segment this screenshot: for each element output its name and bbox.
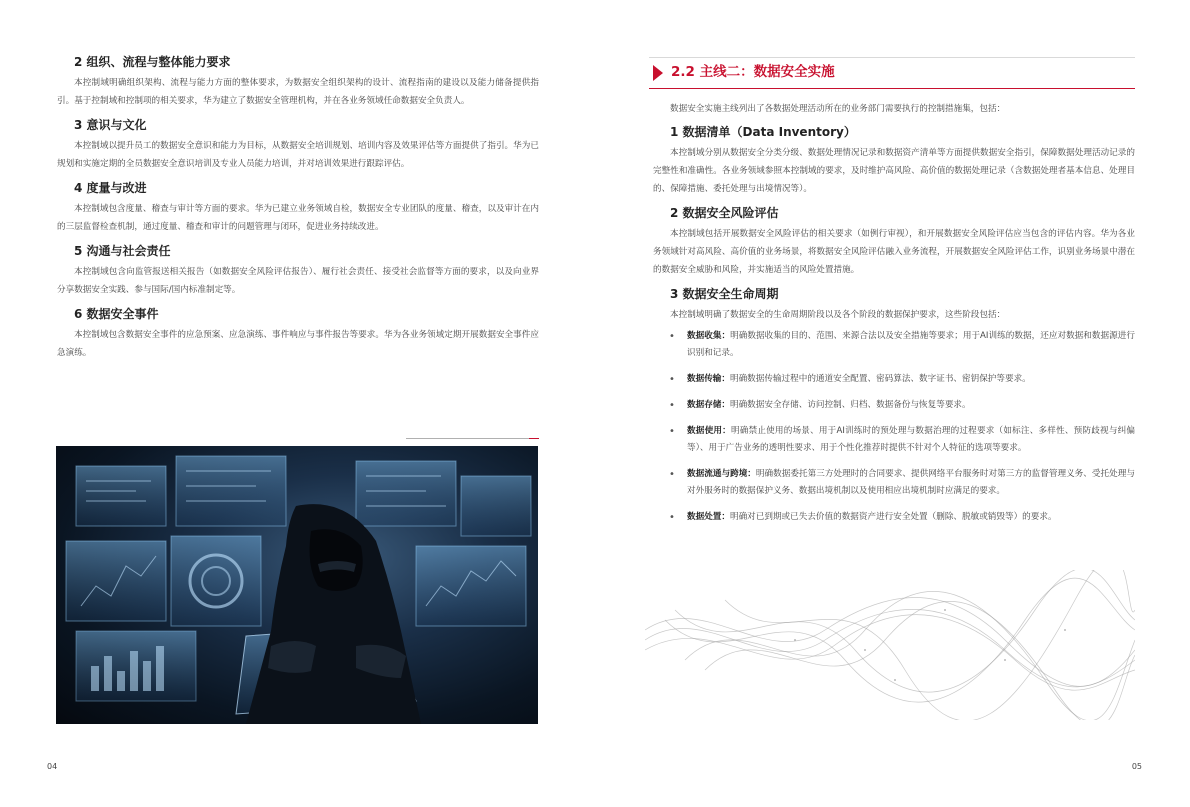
frame-decoration <box>406 438 536 439</box>
section-lifecycle <box>653 286 1135 324</box>
bullet-icon: • <box>669 374 675 385</box>
wave-decoration <box>645 570 1135 720</box>
item-text: 明确禁止使用的场景、用于AI训练时的预处理与数据治理的过程要求（如标注、多样性、预防歧视与纠偏等）、用于广告业务的透明性要求、用于个性化推荐时提供不针对个人特征的选项等要求。 <box>687 426 1135 453</box>
section-incidents <box>57 306 539 362</box>
section-risk-assessment <box>653 205 1135 279</box>
page-number-right: 05 <box>1131 762 1142 771</box>
section-heading: 2 数据安全风险评估 <box>670 206 779 220</box>
page-number-left: 04 <box>47 762 58 771</box>
item-label: 数据收集： <box>687 331 731 341</box>
bullet-icon: • <box>669 400 675 411</box>
item-text: 明确数据收集的目的、范围、来源合法以及安全措施等要求；用于AI训练的数据，还应对数据和数据源进行识别和记录。 <box>687 331 1135 358</box>
chapter-top-rule <box>649 57 1135 58</box>
section-communication <box>57 243 539 299</box>
section-body: 本控制域包含度量、稽查与审计等方面的要求。华为已建立业务领域自检，数据安全专业团队的度量、稽查，以及审计在内的三层监督检查机制，通过度量、稽查和审计的问题管理与闭环，促进业务持续改进。 <box>57 204 539 232</box>
item-label: 数据流通与跨境： <box>687 469 756 479</box>
section-data-inventory <box>653 124 1135 198</box>
section-organization <box>57 54 539 110</box>
section-body: 本控制域包含数据安全事件的应急预案、应急演练、事件响应与事件报告等要求。华为各业务领域定期开展数据安全事件应急演练。 <box>57 330 539 358</box>
item-text: 明确数据传输过程中的通道安全配置、密码算法、数字证书、密钥保护等要求。 <box>729 374 1031 384</box>
list-item <box>669 423 1135 457</box>
section-body: 本控制域包含向监管报送相关报告（如数据安全风险评估报告）、履行社会责任、接受社会监督等方面的要求，以及向业界分享数据安全实践、参与国际/国内标准制定等。 <box>57 267 539 295</box>
hacker-illustration <box>56 446 538 724</box>
section-heading: 4 度量与改进 <box>74 181 147 195</box>
section-awareness <box>57 117 539 173</box>
section-heading: 6 数据安全事件 <box>74 307 159 321</box>
chapter-title: 2.2 主线二：数据安全实施 <box>671 64 835 80</box>
bullet-icon: • <box>669 426 675 437</box>
item-label: 数据使用： <box>687 426 731 436</box>
section-body: 本控制域以提升员工的数据安全意识和能力为目标，从数据安全培训规划、培训内容及效果评估等方面提供了指引。华为已规划和实施定期的全员数据安全意识培训及专业人员能力培训，并对培训效果进行跟踪评估。 <box>57 141 539 169</box>
chapter-header <box>649 57 1135 89</box>
section-heading: 5 沟通与社会责任 <box>74 244 171 258</box>
item-label: 数据存储： <box>687 400 730 410</box>
lifecycle-list <box>669 328 1135 526</box>
list-item <box>669 371 1135 388</box>
section-heading: 3 数据安全生命周期 <box>670 287 779 301</box>
item-text: 明确数据安全存储、访问控制、归档、数据备份与恢复等要求。 <box>729 400 971 410</box>
chapter-bottom-rule <box>649 88 1135 89</box>
list-item <box>669 328 1135 362</box>
list-item <box>669 509 1135 526</box>
section-body: 本控制域分别从数据安全分类分级、数据处理情况记录和数据资产清单等方面提供数据安全指引，保障数据处理活动记录的完整性和准确性。各业务领域参照本控制域的要求，及时维护高风险、高价值的数据处理记录（含数据处理者基本信息、处理目的、保障措施、委托处理与出境情况等）。 <box>653 148 1135 194</box>
intro-text: 数据安全实施主线列出了各数据处理活动所在的业务部门需要执行的控制措施集，包括： <box>670 104 1006 114</box>
chapter-arrow-icon <box>653 65 663 81</box>
section-body: 本控制域明确了数据安全的生命周期阶段以及各个阶段的数据保护要求，这些阶段包括： <box>670 310 1006 320</box>
section-measurement <box>57 180 539 236</box>
item-text: 明确数据委托第三方处理时的合同要求、提供网络平台服务时对第三方的监督管理义务、受托处理与对外服务时的数据保护义务、数据出境机制以及使用相应出境机制时应满足的要求。 <box>687 469 1135 496</box>
bullet-icon: • <box>669 331 675 342</box>
item-text: 明确对已到期或已失去价值的数据资产进行安全处置（删除、脱敏或销毁等）的要求。 <box>729 512 1057 522</box>
list-item <box>669 466 1135 500</box>
hacker-photo <box>56 446 538 724</box>
section-heading: 3 意识与文化 <box>74 118 147 132</box>
hacker-photo-frame <box>56 438 540 724</box>
bullet-icon: • <box>669 512 675 523</box>
right-text-column <box>653 100 1135 535</box>
section-heading: 2 组织、流程与整体能力要求 <box>74 55 231 69</box>
left-text-column <box>57 54 539 369</box>
section-heading: 1 数据清单（Data Inventory） <box>670 125 856 139</box>
section-body: 本控制域包括开展数据安全风险评估的相关要求（如例行审视），和开展数据安全风险评估应当包含的评估内容。华为各业务领域针对高风险、高价值的业务场景，将数据安全风险评估融入业务流程，开展数据安全风险评估工作，识别业务场景中潜在的数据安全威胁和风险，并实施适当的风险处置措施。 <box>653 229 1135 275</box>
bullet-icon: • <box>669 469 675 480</box>
item-label: 数据处置： <box>687 512 730 522</box>
item-label: 数据传输： <box>687 374 730 384</box>
section-body: 本控制域明确组织架构、流程与能力方面的整体要求，为数据安全组织架构的设计、流程指南的建设以及能力储备提供指引。基于控制域和控制项的相关要求，华为建立了数据安全管理机构，并在各业务领域任命数据安全负责人。 <box>57 78 539 106</box>
list-item <box>669 397 1135 414</box>
